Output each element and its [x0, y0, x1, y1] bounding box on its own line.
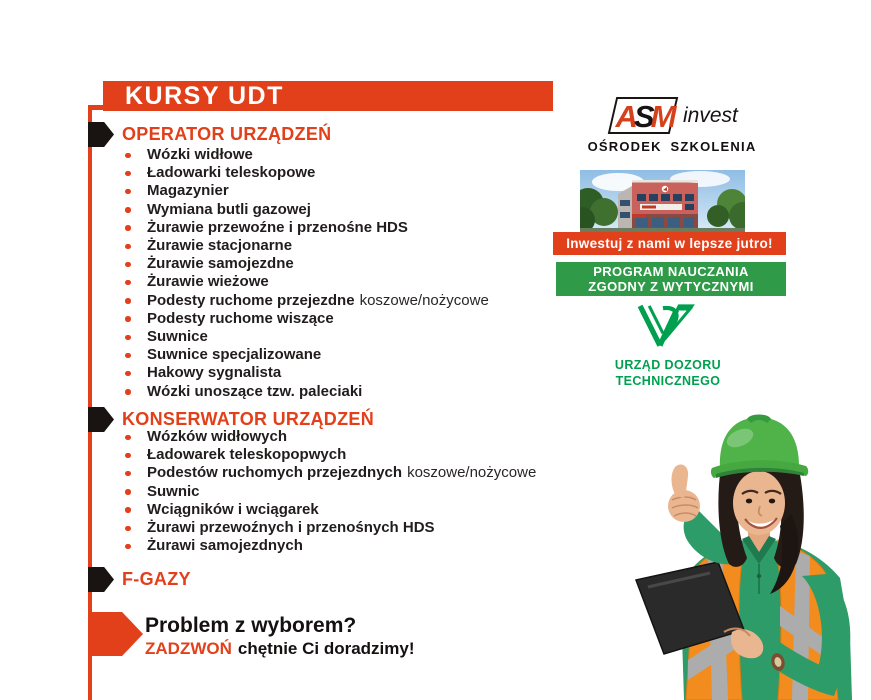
list-item: Żurawie samojezdne	[122, 255, 489, 273]
cta-question: Problem z wyborem?	[145, 614, 357, 637]
asm-letter-s: S	[633, 98, 651, 134]
operator-course-list	[122, 146, 489, 401]
udt-logo-icon	[634, 298, 698, 355]
arrow-right-icon	[88, 612, 143, 656]
asm-logo	[610, 98, 678, 134]
list-item: Ładowarki teleskopowe	[122, 164, 489, 182]
cta-answer	[145, 638, 415, 659]
list-item: Wózków widłowych	[122, 428, 536, 446]
section-header-fgazy	[88, 567, 191, 592]
list-item: Podestów ruchomych przejezdnych koszowe/nożycowe	[122, 464, 536, 482]
page-title: KURSY UDT	[103, 81, 553, 111]
program-banner	[556, 262, 786, 296]
list-item: Żurawie wieżowe	[122, 273, 489, 291]
program-line2: ZGODNY Z WYTYCZNYMI	[588, 279, 754, 294]
asm-letter-a: A	[615, 98, 634, 134]
list-item: Wózki widłowe	[122, 146, 489, 164]
list-item: Podesty ruchome wiszące	[122, 310, 489, 328]
list-item: Żurawie stacjonarne	[122, 237, 489, 255]
arrow-right-icon	[88, 122, 114, 147]
left-accent-line-joint	[88, 105, 104, 110]
section-title: OPERATOR URZĄDZEŃ	[122, 124, 332, 144]
list-item: Hakowy sygnalista	[122, 364, 489, 382]
arrow-right-icon	[88, 567, 114, 592]
udt-name	[588, 357, 748, 389]
arrow-right-icon	[88, 407, 114, 432]
list-item: Suwnice	[122, 328, 489, 346]
program-line1: PROGRAM NAUCZANIA	[593, 264, 749, 279]
section-title: F-GAZY	[122, 569, 191, 589]
list-item: Wciągników i wciągarek	[122, 501, 536, 519]
worker-photo	[628, 406, 871, 700]
list-item: Żurawi przewoźnych i przenośnych HDS	[122, 519, 536, 537]
slogan-banner: Inwestuj z nami w lepsze jutro!	[553, 232, 786, 255]
asm-invest-word: invest	[683, 104, 738, 127]
training-center-label: OŚRODEK SZKOLENIA	[587, 139, 757, 154]
udt-name-line2: TECHNICZNEGO	[615, 374, 721, 388]
cta-rest: chętnie Ci doradzimy!	[237, 639, 415, 658]
list-item: Suwnic	[122, 483, 536, 501]
list-item: Magazynier	[122, 182, 489, 200]
list-item: Ładowarek teleskopopwych	[122, 446, 536, 464]
section-title: KONSERWATOR URZĄDZEŃ	[122, 409, 375, 429]
building-illustration	[580, 170, 745, 233]
list-item: Żurawi samojezdnych	[122, 537, 536, 555]
building-photo	[580, 170, 745, 233]
konserwator-course-list	[122, 428, 536, 555]
list-item: Suwnice specjalizowane	[122, 346, 489, 364]
left-accent-line	[88, 105, 92, 700]
udt-name-line1: URZĄD DOZORU	[614, 358, 722, 372]
section-header-operator	[88, 122, 331, 147]
cta-call-word: ZADZWOŃ	[145, 639, 232, 658]
list-item: Wózki unoszące tzw. paleciaki	[122, 383, 489, 401]
list-item: Żurawie przewoźne i przenośne HDS	[122, 219, 489, 237]
cta-block	[145, 613, 415, 659]
asm-letter-m: M	[650, 98, 673, 134]
list-item: Wymiana butli gazowej	[122, 201, 489, 219]
list-item: Podesty ruchome przejezdne koszowe/nożycowe	[122, 292, 489, 310]
